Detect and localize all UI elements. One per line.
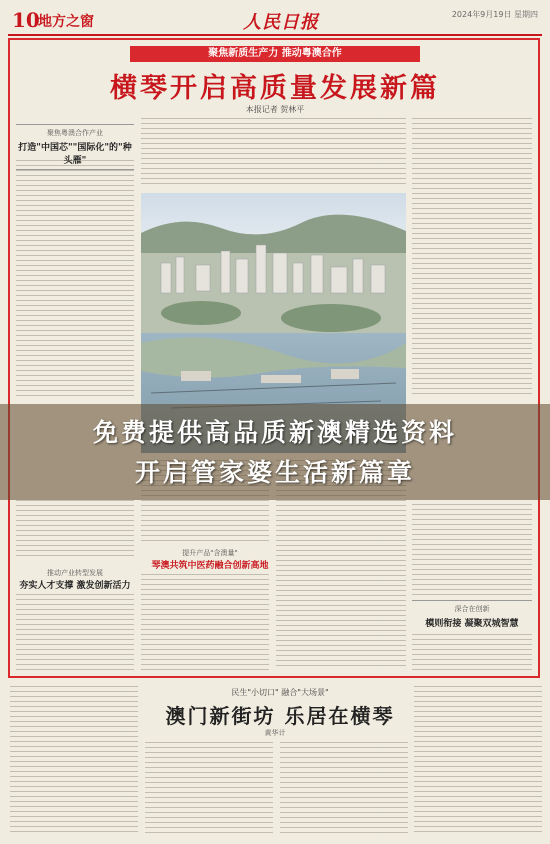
- right-section-kicker: 深合在创新: [454, 605, 490, 613]
- sidebar2-text: [16, 594, 134, 670]
- sidebar2-kicker: 推动产业转型发展: [47, 569, 103, 577]
- paper-logo: 人民日报: [243, 12, 319, 33]
- mid-section-kicker: 提升产品"含澳量": [182, 549, 238, 557]
- right-section-text: [412, 634, 532, 672]
- section-name: 地方之窗: [38, 14, 94, 30]
- bottom-text-col3: [280, 742, 408, 836]
- mid-section-text: [141, 574, 269, 670]
- page-number: 10: [12, 8, 40, 32]
- sidebar-title: 打造"中国芯""国际化"的"种头雁": [18, 143, 132, 166]
- feature-byline: 本报记者 贺林平: [245, 105, 305, 114]
- sidebar2-title: 夯实人才支撑 激发创新活力: [19, 581, 131, 591]
- masthead: [8, 6, 542, 36]
- sidebar-kicker: 聚焦粤澳合作产业: [47, 129, 103, 137]
- bottom-article-kicker: 民生"小切口" 融合"大场景": [231, 688, 329, 697]
- mid-section-title: 琴澳共筑中医药融合创新高地: [151, 561, 269, 571]
- feature-kicker: 聚焦新质生产力 推动粤澳合作: [130, 46, 420, 62]
- bottom-article-headline: 澳门新街坊 乐居在横琴: [165, 704, 395, 728]
- article-text-top: [141, 118, 406, 188]
- sidebar-text: [16, 160, 134, 400]
- date-line: 2024年9月19日 星期四: [451, 10, 538, 19]
- right-section-heading: [412, 600, 532, 631]
- sidebar-text-lower: [16, 500, 134, 560]
- article-text-right: [412, 118, 532, 398]
- bottom-text-col4: [414, 686, 542, 836]
- right-col-text-mid: [412, 504, 532, 596]
- promo-line-2: 开启管家婆生活新篇章: [134, 458, 415, 487]
- bottom-text-col2: [145, 742, 273, 836]
- promo-line-1: 免费提供高品质新澳精选资料: [92, 418, 457, 447]
- bottom-text-col1: [10, 686, 138, 836]
- feature-headline: 横琴开启高质量发展新篇: [110, 73, 440, 104]
- bottom-article-byline: 黄华计: [264, 729, 286, 737]
- right-section-title: 模则衔接 凝聚双城智慧: [425, 619, 519, 629]
